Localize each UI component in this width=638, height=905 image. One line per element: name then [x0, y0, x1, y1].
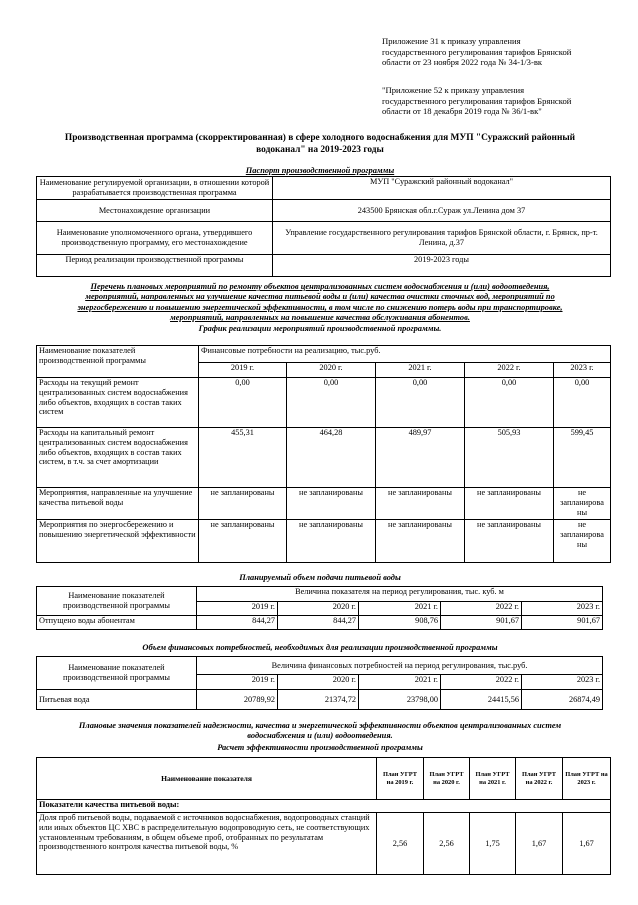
document-title: Производственная программа (скорректированная) в сфере холодного водоснабжения для МУП "Суражский районный водоканал" на 2019-2023 годы	[64, 133, 576, 155]
efficiency-caption: Расчет эффективности производственной программы	[217, 743, 423, 752]
passport-table	[36, 176, 611, 277]
passport-caption: Паспорт производственной программы	[245, 166, 395, 175]
table-row: Отпущено воды абонентам 844,27 844,27 908,76 901,67 901,67	[37, 616, 603, 630]
efficiency-table	[36, 757, 611, 875]
schedule-table	[36, 345, 611, 563]
passport-row: Наименование уполномоченного органа, утвердившего производственную программу, его местонахождение Управление государственного регулирования тарифов Брянской области, г. Брянск, пр-т. Ленина, д.37	[37, 222, 611, 255]
table-row: Мероприятия, направленные на улучшение качества питьевой воды не запланированы не запланированы не запланированы не запланированы не запланирова ны	[37, 488, 611, 520]
finance-header-row: Наименование показателей производственной программы Величина финансовых потребностей на период регулирования, тыс.руб.	[37, 657, 603, 675]
table-row: Питьевая вода 20789,92 21374,72 23798,00 24415,56 26874,49	[37, 690, 603, 710]
schedule-years-row: 2019 г. 2020 г. 2021 г. 2022 г. 2023 г.	[37, 363, 611, 378]
efficiency-section-row: Показатели качества питьевой воды:	[37, 800, 611, 813]
table-row: Расходы на капитальный ремонт централизованных систем водоснабжения либо объектов, входящих в состав таких систем, в т.ч. за счет амортизации 455,31 464,28 489,97 505,93 599,45	[37, 428, 611, 488]
supply-caption: Планируемый объем подачи питьевой воды	[239, 573, 401, 582]
finance-table	[36, 656, 603, 710]
table-row: Доля проб питьевой воды, подаваемой с источников водоснабжения, водопроводных станций или иных объектов ЦС ХВС в распределительную водопроводную сеть, не соответствующих установленным требованиям, в общем объеме проб, отобранных по результатам производственного контроля качества питьевой воды, % 2,56 2,56 1,75 1,67 1,67	[37, 813, 611, 875]
schedule-caption: График реализации мероприятий производственной программы.	[198, 324, 442, 333]
schedule-header-row: Наименование показателей производственной программы Финансовые потребности на реализацию, тыс.руб.	[37, 346, 611, 363]
table-row: Мероприятия по энергосбережению и повышению энергетической эффективности не запланированы не запланированы не запланированы не запланированы не запланирова ны	[37, 520, 611, 563]
supply-header-row: Наименование показателей производственной программы Величина показателя на период регулирования, тыс. куб. м	[37, 587, 603, 602]
efficiency-header-row: Наименование показателя План УГРТ на 2019 г. План УГРТ на 2020 г. План УГРТ на 2021 г. План УГРТ на 2022 г. План УГРТ на 2023 г.	[37, 758, 611, 800]
supply-table	[36, 586, 603, 630]
supply-years-row: 2019 г. 2020 г. 2021 г. 2022 г. 2023 г.	[37, 602, 603, 616]
passport-row: Местонахождение организации 243500 Брянская обл.г.Сураж ул.Ленина дом 37	[37, 200, 611, 222]
appendix-52: "Приложение 52 к приказу управления государственного регулирования тарифов Брянской области от 18 декабря 2019 года № 36/1-вк"	[382, 85, 572, 117]
appendix-31: Приложение 31 к приказу управления государственного регулирования тарифов Брянской области от 23 ноября 2022 года № 34-1/3-вк	[382, 36, 572, 68]
passport-row: Период реализации производственной программы 2019-2023 годы	[37, 255, 611, 277]
passport-row: Наименование регулируемой организации, в отношении которой разрабатывается производственная программа МУП "Суражский районный водоканал"	[37, 177, 611, 200]
finance-years-row: 2019 г. 2020 г. 2021 г. 2022 г. 2023 г.	[37, 675, 603, 690]
measures-caption: Перечень плановых мероприятий по ремонту объектов централизованных систем водоснабжения и (или) водоотведения, мероприятий, направленных на улучшение качества питьевой воды и (или) качества очистки сточных вод, мероприятий по энергосбережению и повышению энергетической эффективности, в том числе по снижению потерь воды при транспортировке, мероприятий, направленных на повышение качества обслуживания абонентов.	[77, 282, 563, 323]
reliability-caption: Плановые значения показателей надежности, качества и энергетической эффективности объектов централизованных систем водоснабжения и (или) водоотведения.	[78, 721, 562, 741]
finance-caption: Объем финансовых потребностей, необходимых для реализации производственной программы	[142, 643, 498, 652]
table-row: Расходы на текущий ремонт централизованных систем водоснабжения либо объектов, входящих в состав таких систем 0,00 0,00 0,00 0,00 0,00	[37, 378, 611, 428]
